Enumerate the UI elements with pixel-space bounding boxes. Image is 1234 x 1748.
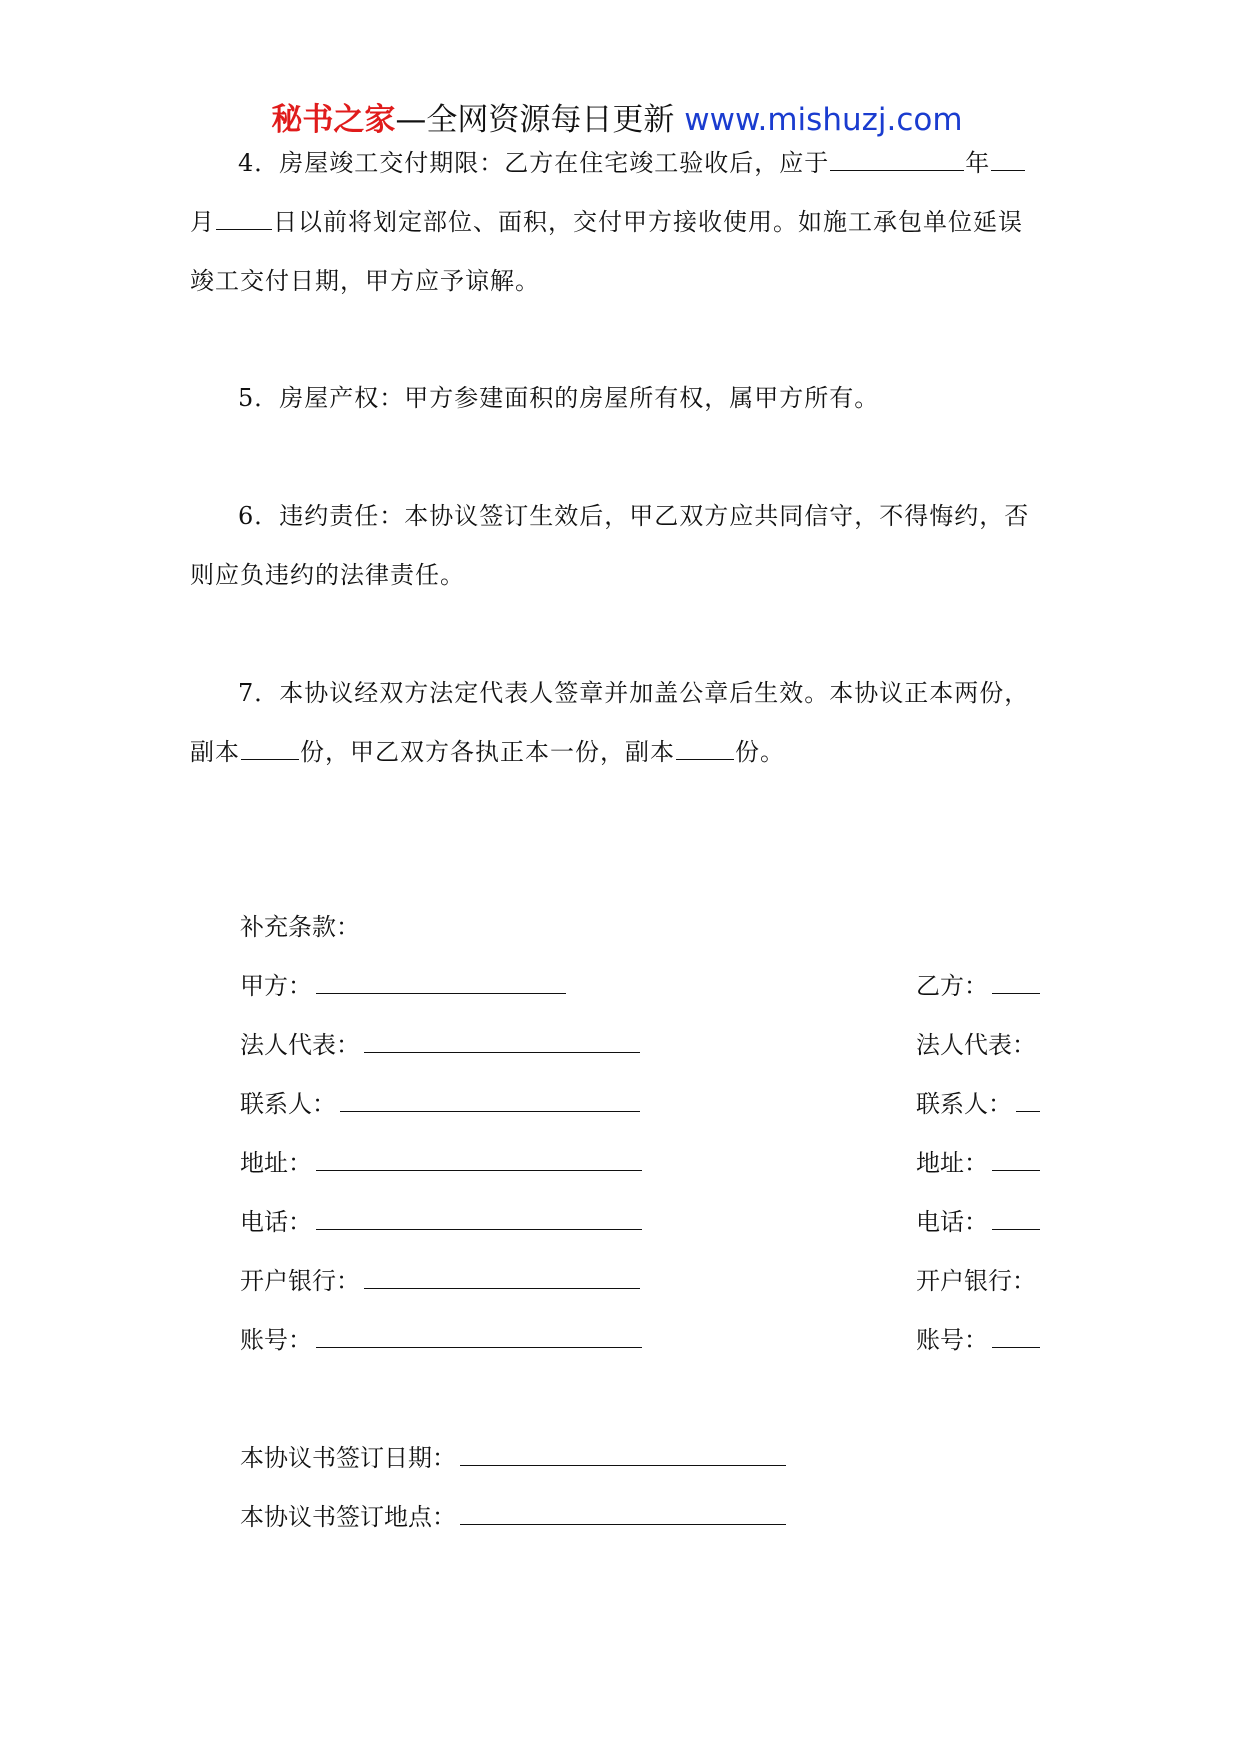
party-b-account-field (916, 1320, 1040, 1360)
party-a-contact-line[interactable] (340, 1085, 640, 1112)
party-b-line[interactable] (992, 967, 1040, 994)
party-row-bank (240, 1261, 1040, 1301)
party-row-legal-rep (240, 1025, 1040, 1065)
month-blank (991, 146, 1025, 171)
party-b-contact-label: 联系人： (916, 1090, 1012, 1118)
party-b-contact-field (916, 1084, 1040, 1124)
party-b-contact-line[interactable] (1016, 1085, 1040, 1112)
party-b-phone-label: 电话： (916, 1208, 988, 1236)
day-blank (216, 205, 272, 230)
copies-suffix: 份。 (735, 738, 785, 766)
party-b-field (916, 966, 1040, 1006)
clause-7 (190, 664, 1045, 782)
party-row-party (240, 966, 1040, 1006)
clause-4-line-3: 竣工交付日期，甲方应予谅解。 (190, 267, 540, 295)
party-b-address-label: 地址： (916, 1149, 988, 1177)
party-a-phone-label: 电话： (240, 1208, 312, 1236)
clause-4-text: 4．房屋竣工交付期限：乙方在住宅竣工验收后，应于 (238, 149, 830, 177)
party-row-contact (240, 1084, 1040, 1124)
party-a-phone-line[interactable] (316, 1203, 642, 1230)
header-tagline: —全网资源每日更新 (395, 102, 685, 138)
party-a-label: 甲方： (240, 972, 312, 1000)
party-row-address (240, 1143, 1040, 1183)
copies-blank-2 (676, 735, 734, 760)
party-a-field (240, 966, 566, 1006)
party-a-phone-field (240, 1202, 642, 1242)
party-b-account-line[interactable] (992, 1321, 1040, 1348)
party-a-account-line[interactable] (316, 1321, 642, 1348)
party-a-legal-rep-line[interactable] (364, 1026, 640, 1053)
copies-blank-1 (241, 735, 299, 760)
party-b-phone-field (916, 1202, 1040, 1242)
party-a-bank-line[interactable] (364, 1262, 640, 1289)
year-blank (830, 146, 964, 171)
signing-place-line[interactable] (460, 1498, 786, 1525)
party-b-address-field (916, 1143, 1040, 1183)
party-b-legal-rep-field (916, 1025, 1036, 1065)
site-url-link[interactable]: www.mishuzj.com (684, 102, 963, 138)
clause-4 (190, 134, 1045, 311)
signing-place-label: 本协议书签订地点： (240, 1503, 456, 1531)
clause-7-text-2: 份，甲乙双方各执正本一份，副本 (300, 738, 675, 766)
clause-7-line-1: 7．本协议经双方法定代表人签章并加盖公章后生效。本协议正本两份， (238, 679, 1030, 707)
clause-4-line-1 (190, 134, 1045, 193)
party-a-account-field (240, 1320, 642, 1360)
party-b-account-label: 账号： (916, 1326, 988, 1354)
party-a-legal-rep-field (240, 1025, 640, 1065)
clause-5 (190, 369, 1045, 428)
year-label: 年 (965, 149, 991, 177)
clause-7-line-2 (190, 723, 1045, 782)
party-a-bank-label: 开户银行： (240, 1267, 360, 1295)
clause-4-text-2: 日以前将划定部位、面积，交付甲方接收使用。如施工承包单位延误 (273, 208, 1023, 236)
clause-5-text: 5．房屋产权：甲方参建面积的房屋所有权，属甲方所有。 (238, 384, 880, 412)
signing-date-field (240, 1438, 786, 1478)
party-b-bank-field (916, 1261, 1036, 1301)
party-b-address-line[interactable] (992, 1144, 1040, 1171)
clause-6 (190, 487, 1045, 605)
party-a-line[interactable] (316, 967, 566, 994)
party-b-bank-label: 开户银行： (916, 1267, 1036, 1295)
copies-label-1: 副本 (190, 738, 240, 766)
signing-date-line[interactable] (460, 1439, 786, 1466)
party-a-bank-field (240, 1261, 640, 1301)
party-a-contact-field (240, 1084, 640, 1124)
party-a-contact-label: 联系人： (240, 1090, 336, 1118)
clause-6-line-1: 6．违约责任：本协议签订生效后，甲乙双方应共同信守，不得悔约，否 (238, 502, 1030, 530)
month-label: 月 (190, 208, 215, 236)
party-a-address-label: 地址： (240, 1149, 312, 1177)
party-a-address-field (240, 1143, 642, 1183)
clause-4-line-2 (190, 193, 1045, 252)
brand-name: 秘书之家 (271, 102, 396, 138)
party-row-account (240, 1320, 1040, 1360)
supplement-title: 补充条款： (240, 913, 360, 941)
clause-6-line-2: 则应负违约的法律责任。 (190, 561, 465, 589)
party-b-label: 乙方： (916, 972, 988, 1000)
party-a-account-label: 账号： (240, 1326, 312, 1354)
party-b-legal-rep-label: 法人代表： (916, 1031, 1036, 1059)
signing-date-label: 本协议书签订日期： (240, 1444, 456, 1472)
signing-place-field (240, 1497, 786, 1537)
party-a-legal-rep-label: 法人代表： (240, 1031, 360, 1059)
party-row-phone (240, 1202, 1040, 1242)
party-a-address-line[interactable] (316, 1144, 642, 1171)
party-b-phone-line[interactable] (992, 1203, 1040, 1230)
